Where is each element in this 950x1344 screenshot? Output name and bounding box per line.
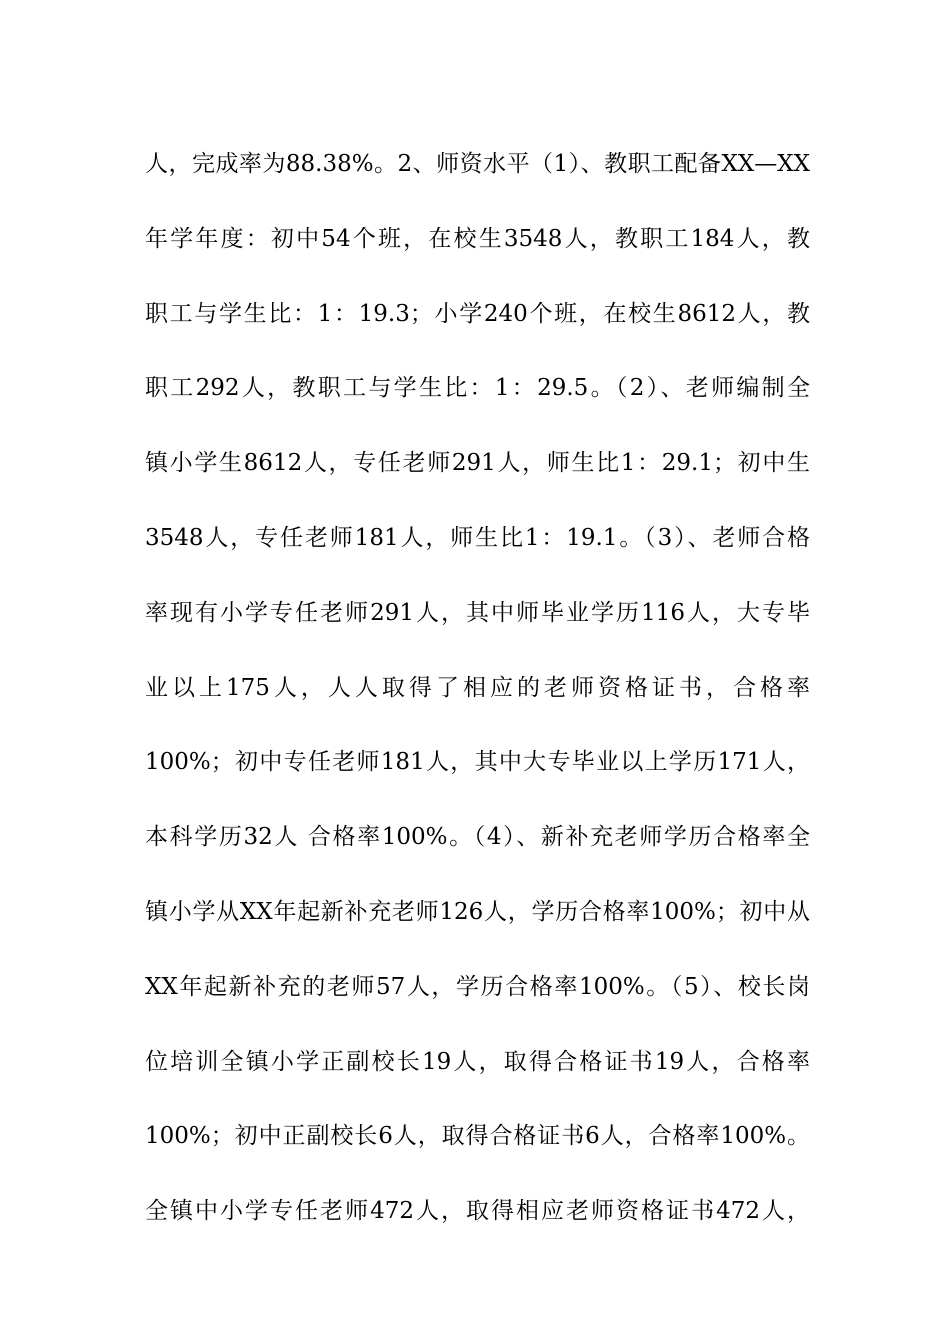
text-line: 人，完成率为88.38%。2、师资水平（1）、教职工配备XX—XX (145, 151, 810, 177)
text-line: 3548人，专任老师181人，师生比1：19.1。（3）、老师合格 (145, 524, 810, 551)
text-line: 率现有小学专任老师291人，其中师毕业学历116人，大专毕 (145, 599, 810, 626)
text-line: 100%；初中专任老师181人，其中大专毕业以上学历171人， (145, 749, 810, 776)
text-line: 镇小学生8612人，专任老师291人，师生比1：29.1；初中生 (145, 450, 810, 477)
text-line: 本科学历32人 合格率100%。（4）、新补充老师学历合格率全 (145, 824, 810, 851)
text-line: 业以上175人，人人取得了相应的老师资格证书，合格率 (145, 674, 810, 701)
text-line: 全镇中小学专任老师472人，取得相应老师资格证书472人， (145, 1198, 810, 1225)
text-line: 职工292人，教职工与学生比：1：29.5。（2）、老师编制全 (145, 375, 810, 402)
body-text (145, 127, 810, 1249)
text-line: 100%；初中正副校长6人，取得合格证书6人，合格率100%。 (145, 1123, 810, 1150)
text-line: 位培训全镇小学正副校长19人，取得合格证书19人，合格率 (145, 1048, 810, 1075)
text-line: XX年起新补充的老师57人，学历合格率100%。（5）、校长岗 (145, 973, 810, 1000)
text-line: 职工与学生比：1：19.3；小学240个班，在校生8612人，教 (145, 300, 810, 327)
text-line: 镇小学从XX年起新补充老师126人，学历合格率100%；初中从 (145, 898, 810, 925)
text-line: 年学年度：初中54个班，在校生3548人，教职工184人，教 (145, 225, 810, 252)
